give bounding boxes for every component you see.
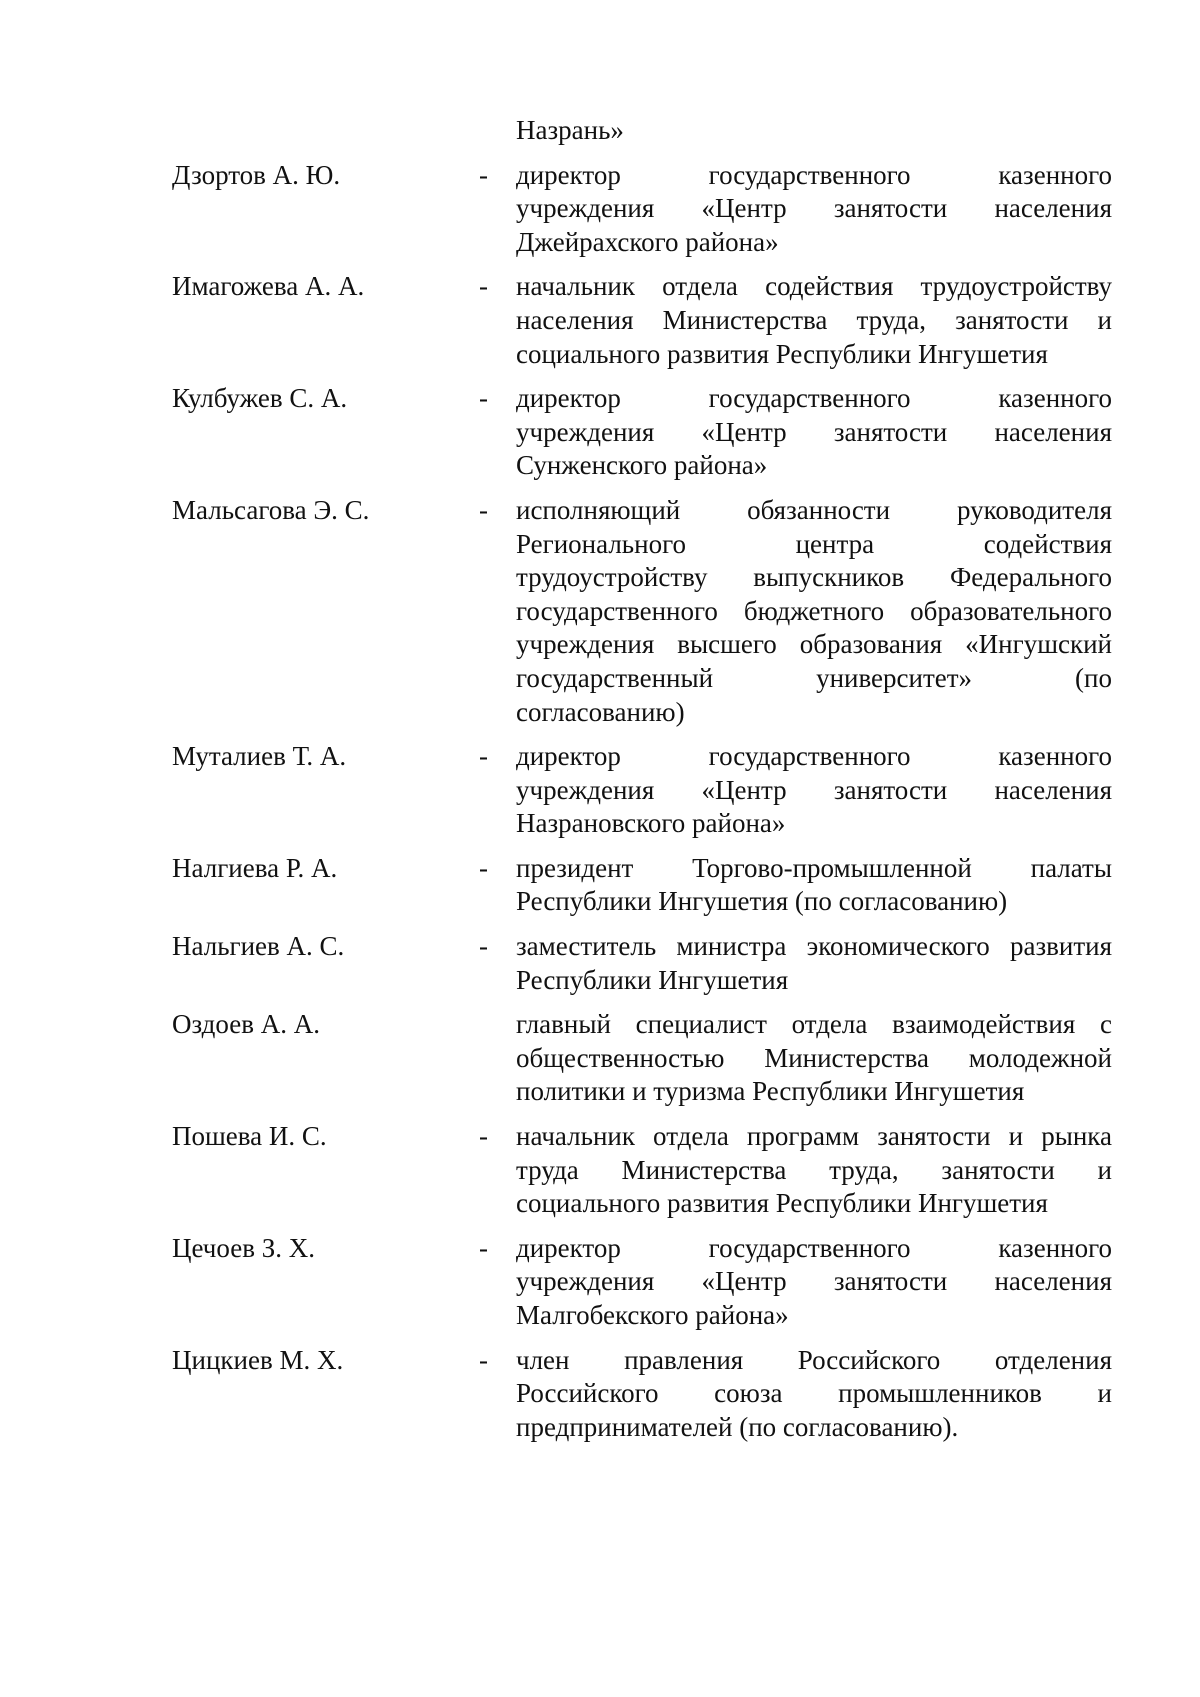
list-item [172,1008,1127,1109]
position-line: согласованию) [516,696,685,727]
member-position [516,1120,1112,1221]
position-line: учреждения высшего образования «Ингушский [516,629,1112,660]
member-position [516,159,1112,260]
member-name: Муталиев Т. А. [172,741,347,772]
position-line: член правления Российского отделения [516,1344,1112,1375]
position-line: учреждения «Центр занятости населения [516,1266,1112,1297]
position-line: главный специалист отдела взаимодействия с [516,1009,1112,1040]
position-line: Республики Ингушетия [516,964,789,995]
separator-dash: - [479,271,488,302]
member-name: Цицкиев М. Х. [172,1344,344,1375]
list-item [172,1120,1127,1221]
list-item [172,159,1127,260]
member-name: Цечоев З. Х. [172,1232,315,1263]
position-line: общественностью Министерства молодежной [516,1042,1112,1073]
separator-dash: - [479,383,488,414]
separator-dash: - [479,1121,488,1152]
member-name: Имагожева А. А. [172,271,365,302]
list-item [172,1344,1127,1445]
position-line: социального развития Республики Ингушетия [516,1188,1048,1219]
member-name: Мальсагова Э. С. [172,494,370,525]
position-line: директор государственного казенного [516,1232,1112,1263]
position-line: начальник отдела содействия трудоустройству [516,271,1112,302]
list-item [172,740,1127,841]
separator-dash: - [479,741,488,772]
separator-dash: - [479,852,488,883]
position-line: учреждения «Центр занятости населения [516,416,1112,447]
position-line: Назрань» [516,115,624,145]
list-item [172,382,1127,483]
separator-dash: - [479,1232,488,1263]
member-position [516,114,1112,148]
position-line: трудоустройству выпускников Федерального [516,562,1112,593]
position-line: президент Торгово-промышленной палаты [516,852,1112,883]
member-name: Кулбужев С. А. [172,383,348,414]
member-position [516,270,1112,371]
position-line: директор государственного казенного [516,383,1112,414]
position-line: Регионального центра содействия [516,528,1112,559]
member-name: Дзортов А. Ю. [172,159,341,190]
separator-dash: - [479,1344,488,1375]
position-line: Сунженского района» [516,450,768,481]
position-line: Назрановского района» [516,808,786,839]
position-line: заместитель министра экономического развития [516,931,1112,962]
position-line: политики и туризма Республики Ингушетия [516,1076,1025,1107]
member-list [172,114,1127,1455]
member-name: Налгиева Р. А. [172,852,338,883]
member-name: Нальгиев А. С. [172,931,345,962]
member-position [516,930,1112,997]
separator-dash: - [479,931,488,962]
position-line: учреждения «Центр занятости населения [516,193,1112,224]
list-item [172,270,1127,371]
list-item [172,852,1127,919]
list-item [172,1232,1127,1333]
position-line: социального развития Республики Ингушетия [516,338,1048,369]
position-line: предпринимателей (по согласованию). [516,1411,959,1442]
position-line: государственный университет» (по [516,662,1112,693]
position-line: Джейрахского района» [516,226,779,257]
position-line: исполняющий обязанности руководителя [516,494,1112,525]
position-line: труда Министерства труда, занятости и [516,1154,1112,1185]
member-position [516,1232,1112,1333]
position-line: директор государственного казенного [516,741,1112,772]
position-line: Республики Ингушетия (по согласованию) [516,886,1008,917]
separator-dash: - [479,159,488,190]
member-position [516,1344,1112,1445]
member-position [516,740,1112,841]
list-item [172,930,1127,997]
list-item [172,114,1127,148]
member-name: Пошева И. С. [172,1121,327,1152]
list-item [172,494,1127,729]
position-line: учреждения «Центр занятости населения [516,774,1112,805]
position-line: директор государственного казенного [516,159,1112,190]
member-name: Оздоев А. А. [172,1009,320,1040]
position-line: Малгобекского района» [516,1300,789,1330]
member-position [516,852,1112,919]
member-position [516,382,1112,483]
separator-dash: - [479,494,488,525]
member-position [516,1008,1112,1109]
member-position [516,494,1112,729]
position-line: Российского союза промышленников и [516,1378,1112,1409]
position-line: населения Министерства труда, занятости и [516,304,1112,335]
position-line: начальник отдела программ занятости и рынка [516,1121,1112,1152]
position-line: государственного бюджетного образовательного [516,595,1112,626]
